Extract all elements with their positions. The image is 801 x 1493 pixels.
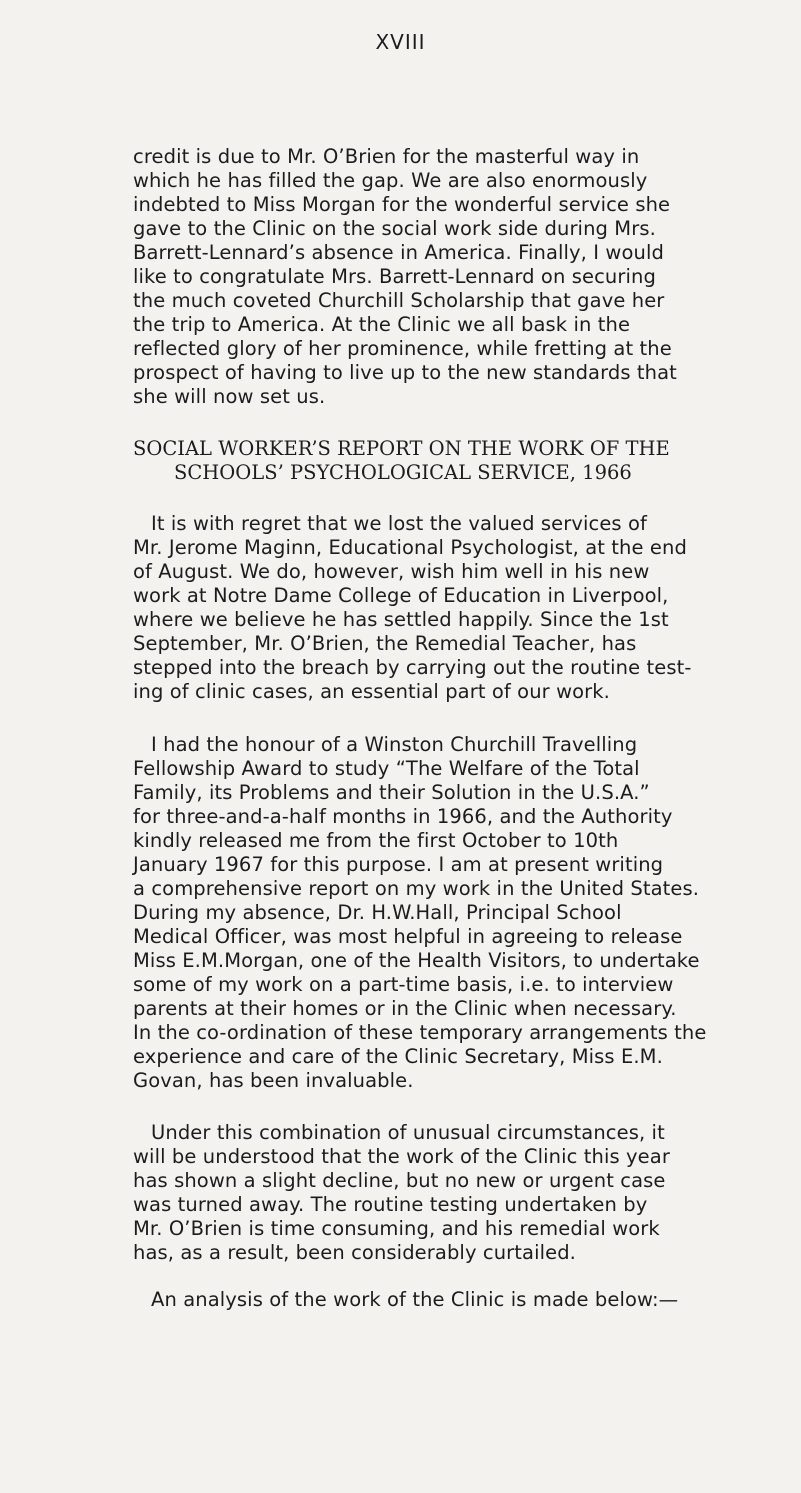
paragraph-2-line-8: ing of clinic cases, an essential part of our work. bbox=[133, 680, 610, 703]
paragraph-1-line-2: which he has filled the gap. We are also enormously bbox=[133, 169, 648, 192]
paragraph-1-line-7: the much coveted Churchill Scholarship that gave her bbox=[133, 289, 665, 312]
paragraph-4-line-5: Mr. O’Brien is time consuming, and his remedial work bbox=[133, 1217, 660, 1240]
paragraph-1-line-9: reflected glory of her prominence, while fretting at the bbox=[133, 337, 672, 360]
paragraph-3-line-4: for three-and-a-half months in 1966, and the Authority bbox=[133, 805, 673, 828]
paragraph-2-line-7: stepped into the breach by carrying out the routine test- bbox=[133, 656, 692, 679]
paragraph-2-line-6: September, Mr. O’Brien, the Remedial Teacher, has bbox=[133, 632, 637, 655]
paragraph-3-line-1: I had the honour of a Winston Churchill Travelling bbox=[151, 733, 638, 756]
paragraph-4-line-1: Under this combination of unusual circumstances, it bbox=[151, 1121, 665, 1144]
paragraph-2-line-3: of August. We do, however, wish him well in his new bbox=[133, 560, 650, 583]
paragraph-3-line-9: Medical Officer, was most helpful in agreeing to release bbox=[133, 925, 683, 948]
paragraph-3-line-13: In the co-ordination of these temporary arrangements the bbox=[133, 1021, 707, 1044]
paragraph-4-line-6: has, as a result, been considerably curtailed. bbox=[133, 1241, 576, 1264]
section-heading-line-1: SOCIAL WORKER’S REPORT ON THE WORK OF THE bbox=[133, 437, 670, 460]
paragraph-1-line-1: credit is due to Mr. O’Brien for the masterful way in bbox=[133, 145, 640, 168]
paragraph-1-line-3: indebted to Miss Morgan for the wonderful service she bbox=[133, 193, 671, 216]
paragraph-3-line-11: some of my work on a part-time basis, i.e. to interview bbox=[133, 973, 674, 996]
paragraph-1-line-6: like to congratulate Mrs. Barrett-Lennard on securing bbox=[133, 265, 656, 288]
paragraph-3-line-14: experience and care of the Clinic Secretary, Miss E.M. bbox=[133, 1045, 663, 1068]
paragraph-4-line-2: will be understood that the work of the Clinic this year bbox=[133, 1145, 670, 1168]
paragraph-3-line-12: parents at their homes or in the Clinic when necessary. bbox=[133, 997, 677, 1020]
paragraph-4-line-4: was turned away. The routine testing undertaken by bbox=[133, 1193, 648, 1216]
paragraph-2-line-4: work at Notre Dame College of Education in Liverpool, bbox=[133, 584, 669, 607]
paragraph-2-line-5: where we believe he has settled happily. Since the 1st bbox=[133, 608, 669, 631]
section-heading-line-2: SCHOOLS’ PSYCHOLOGICAL SERVICE, 1966 bbox=[174, 461, 632, 484]
paragraph-3-line-6: January 1967 for this purpose. I am at present writing bbox=[133, 853, 664, 876]
paragraph-3-line-2: Fellowship Award to study “The Welfare of the Total bbox=[133, 757, 640, 780]
paragraph-4-line-3: has shown a slight decline, but no new or urgent case bbox=[133, 1169, 666, 1192]
paragraph-1-line-11: she will now set us. bbox=[133, 385, 326, 408]
paragraph-2-line-1: It is with regret that we lost the valued services of bbox=[151, 512, 647, 535]
paragraph-1-line-10: prospect of having to live up to the new standards that bbox=[133, 361, 677, 384]
paragraph-1-line-5: Barrett-Lennard’s absence in America. Finally, I would bbox=[133, 241, 664, 264]
paragraph-3-line-8: During my absence, Dr. H.W.Hall, Principal School bbox=[133, 901, 622, 924]
paragraph-3-line-7: a comprehensive report on my work in the United States. bbox=[133, 877, 700, 900]
paragraph-5-line-1: An analysis of the work of the Clinic is made below:— bbox=[151, 1288, 679, 1311]
paragraph-3-line-15: Govan, has been invaluable. bbox=[133, 1069, 414, 1092]
paragraph-2-line-2: Mr. Jerome Maginn, Educational Psychologist, at the end bbox=[133, 536, 687, 559]
page-number: XVIII bbox=[375, 30, 426, 54]
paragraph-1-line-8: the trip to America. At the Clinic we all bask in the bbox=[133, 313, 631, 336]
paragraph-3-line-10: Miss E.M.Morgan, one of the Health Visitors, to undertake bbox=[133, 949, 700, 972]
paragraph-3-line-5: kindly released me from the first October to 10th bbox=[133, 829, 619, 852]
paragraph-1-line-4: gave to the Clinic on the social work side during Mrs. bbox=[133, 217, 656, 240]
paragraph-3-line-3: Family, its Problems and their Solution in the U.S.A.” bbox=[133, 781, 650, 804]
